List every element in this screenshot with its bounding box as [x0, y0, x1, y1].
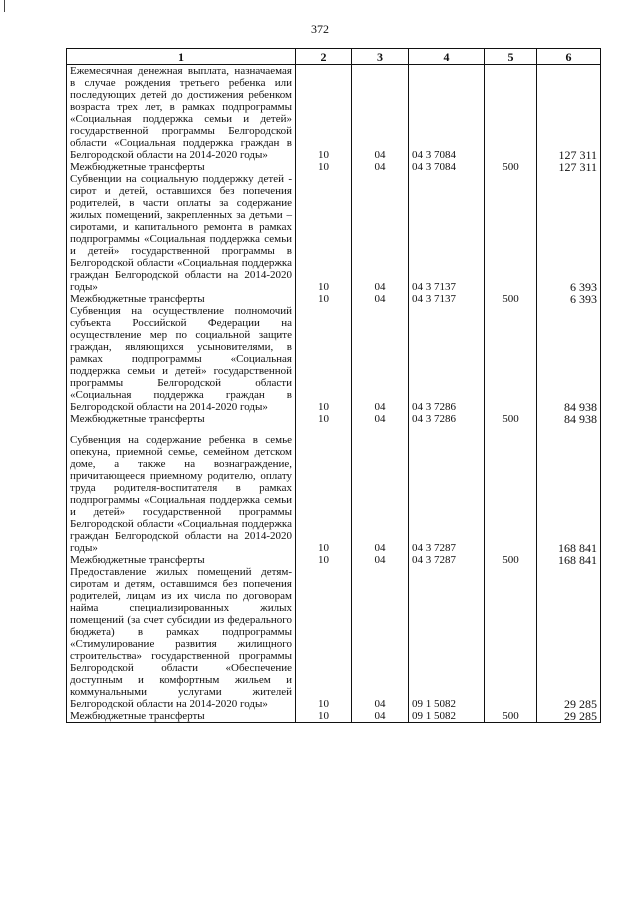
row-section: 10: [296, 566, 352, 710]
table-row: [67, 554, 601, 566]
row-target-code: 04 3 7084: [409, 65, 485, 162]
column-header-2: 2: [296, 49, 352, 65]
row-target-code: 04 3 7287: [409, 554, 485, 566]
row-section: 10: [296, 305, 352, 413]
table-row: [67, 434, 601, 554]
row-description: Предоставление жилых помещений детям-сиротам и детям, оставшимся без попечения родителей, лицам из их числа по договорам найма специализированных жилых помещений (за счет субсидии из федерального бюджета) в рамках подпрограммы «Стимулирование развития жилищного строительства» государственной программы Белгородской области «Обеспечение доступным и комфортным жильем и коммунальными услугами жителей Белгородской области на 2014-2020 годы»: [67, 566, 296, 710]
row-expense-type: 500: [485, 293, 537, 305]
row-target-code: 04 3 7287: [409, 434, 485, 554]
row-section: 10: [296, 710, 352, 723]
row-description: Субвенции на социальную поддержку детей - сирот и детей, оставшихся без попечения родителей, в части оплаты за содержание жилых помещений, закрепленных за детьми – сиротами, и капитального ремонта в рамках подпрограммы «Социальная поддержка семьи и детей» государственной программы в Белгородской области «Социальная поддержка граждан Белгородской области на 2014-2020 годы»: [67, 173, 296, 293]
row-target-code: 04 3 7286: [409, 305, 485, 413]
column-header-1: 1: [67, 49, 296, 65]
row-amount: 29 285: [537, 566, 601, 710]
table-header-row: [67, 49, 601, 65]
row-subsection: 04: [352, 554, 409, 566]
row-subsection: 04: [352, 161, 409, 173]
row-amount: 84 938: [537, 305, 601, 413]
row-expense-type: [485, 566, 537, 710]
column-header-6: 6: [537, 49, 601, 65]
row-amount: 127 311: [537, 161, 601, 173]
row-expense-type: [485, 173, 537, 293]
table-row: [67, 413, 601, 425]
row-expense-type: [485, 305, 537, 413]
row-description: Субвенция на осуществление полномочий субъекта Российской Федерации на осуществление мер по социальной защите граждан, являющихся усыновителями, в рамках подпрограммы «Социальная поддержка семьи и детей» государственной программы Белгородской области «Социальная поддержка граждан в Белгородской области на 2014-2020 годы»: [67, 305, 296, 413]
row-description: Межбюджетные трансферты: [67, 293, 296, 305]
row-subsection: 04: [352, 173, 409, 293]
column-header-4: 4: [409, 49, 485, 65]
table-row: [67, 293, 601, 305]
row-section: 10: [296, 413, 352, 425]
table-row: [67, 710, 601, 723]
row-description: Межбюджетные трансферты: [67, 554, 296, 566]
row-expense-type: [485, 434, 537, 554]
row-amount: 6 393: [537, 173, 601, 293]
row-section: 10: [296, 434, 352, 554]
row-subsection: 04: [352, 305, 409, 413]
table-row: [67, 173, 601, 293]
row-expense-type: 500: [485, 161, 537, 173]
column-header-5: 5: [485, 49, 537, 65]
row-amount: 84 938: [537, 413, 601, 425]
budget-table: [66, 48, 601, 723]
row-section: 10: [296, 65, 352, 162]
row-target-code: 04 3 7137: [409, 173, 485, 293]
row-target-code: 09 1 5082: [409, 710, 485, 723]
row-amount: 168 841: [537, 554, 601, 566]
row-target-code: 04 3 7286: [409, 413, 485, 425]
table-row: [67, 65, 601, 162]
row-amount: 168 841: [537, 434, 601, 554]
row-expense-type: 500: [485, 710, 537, 723]
row-expense-type: 500: [485, 413, 537, 425]
row-target-code: 04 3 7084: [409, 161, 485, 173]
row-expense-type: [485, 65, 537, 162]
row-subsection: 04: [352, 710, 409, 723]
row-subsection: 04: [352, 293, 409, 305]
table-row: [67, 161, 601, 173]
row-description: Межбюджетные трансферты: [67, 161, 296, 173]
row-description: Межбюджетные трансферты: [67, 413, 296, 425]
row-target-code: 04 3 7137: [409, 293, 485, 305]
row-expense-type: 500: [485, 554, 537, 566]
row-section: 10: [296, 161, 352, 173]
column-header-3: 3: [352, 49, 409, 65]
spacer-row: [67, 425, 601, 434]
row-subsection: 04: [352, 413, 409, 425]
scan-edge-mark: [4, 0, 5, 12]
row-description: Ежемесячная денежная выплата, назначаемая в случае рождения третьего ребенка или последующих детей до достижения ребенком возраста трех лет, в рамках подпрограммы «Социальная поддержка семьи и детей» государственной программы Белгородской области «Социальная поддержка граждан в Белгородской области на 2014-2020 годы»: [67, 65, 296, 162]
table-row: [67, 305, 601, 413]
row-section: 10: [296, 554, 352, 566]
row-section: 10: [296, 173, 352, 293]
row-subsection: 04: [352, 65, 409, 162]
row-section: 10: [296, 293, 352, 305]
row-amount: 127 311: [537, 65, 601, 162]
table-row: [67, 566, 601, 710]
row-amount: 6 393: [537, 293, 601, 305]
row-description: Субвенция на содержание ребенка в семье опекуна, приемной семье, семейном детском доме, а также на вознаграждение, причитающееся приемному родителю, оплату труда родителя-воспитателя в рамках подпрограммы «Социальная поддержка семьи и детей» государственной программы Белгородской области «Социальная поддержка граждан Белгородской области на 2014-2020 годы»: [67, 434, 296, 554]
row-target-code: 09 1 5082: [409, 566, 485, 710]
row-amount: 29 285: [537, 710, 601, 723]
row-subsection: 04: [352, 434, 409, 554]
row-description: Межбюджетные трансферты: [67, 710, 296, 723]
page-number: 372: [311, 22, 329, 36]
row-subsection: 04: [352, 566, 409, 710]
